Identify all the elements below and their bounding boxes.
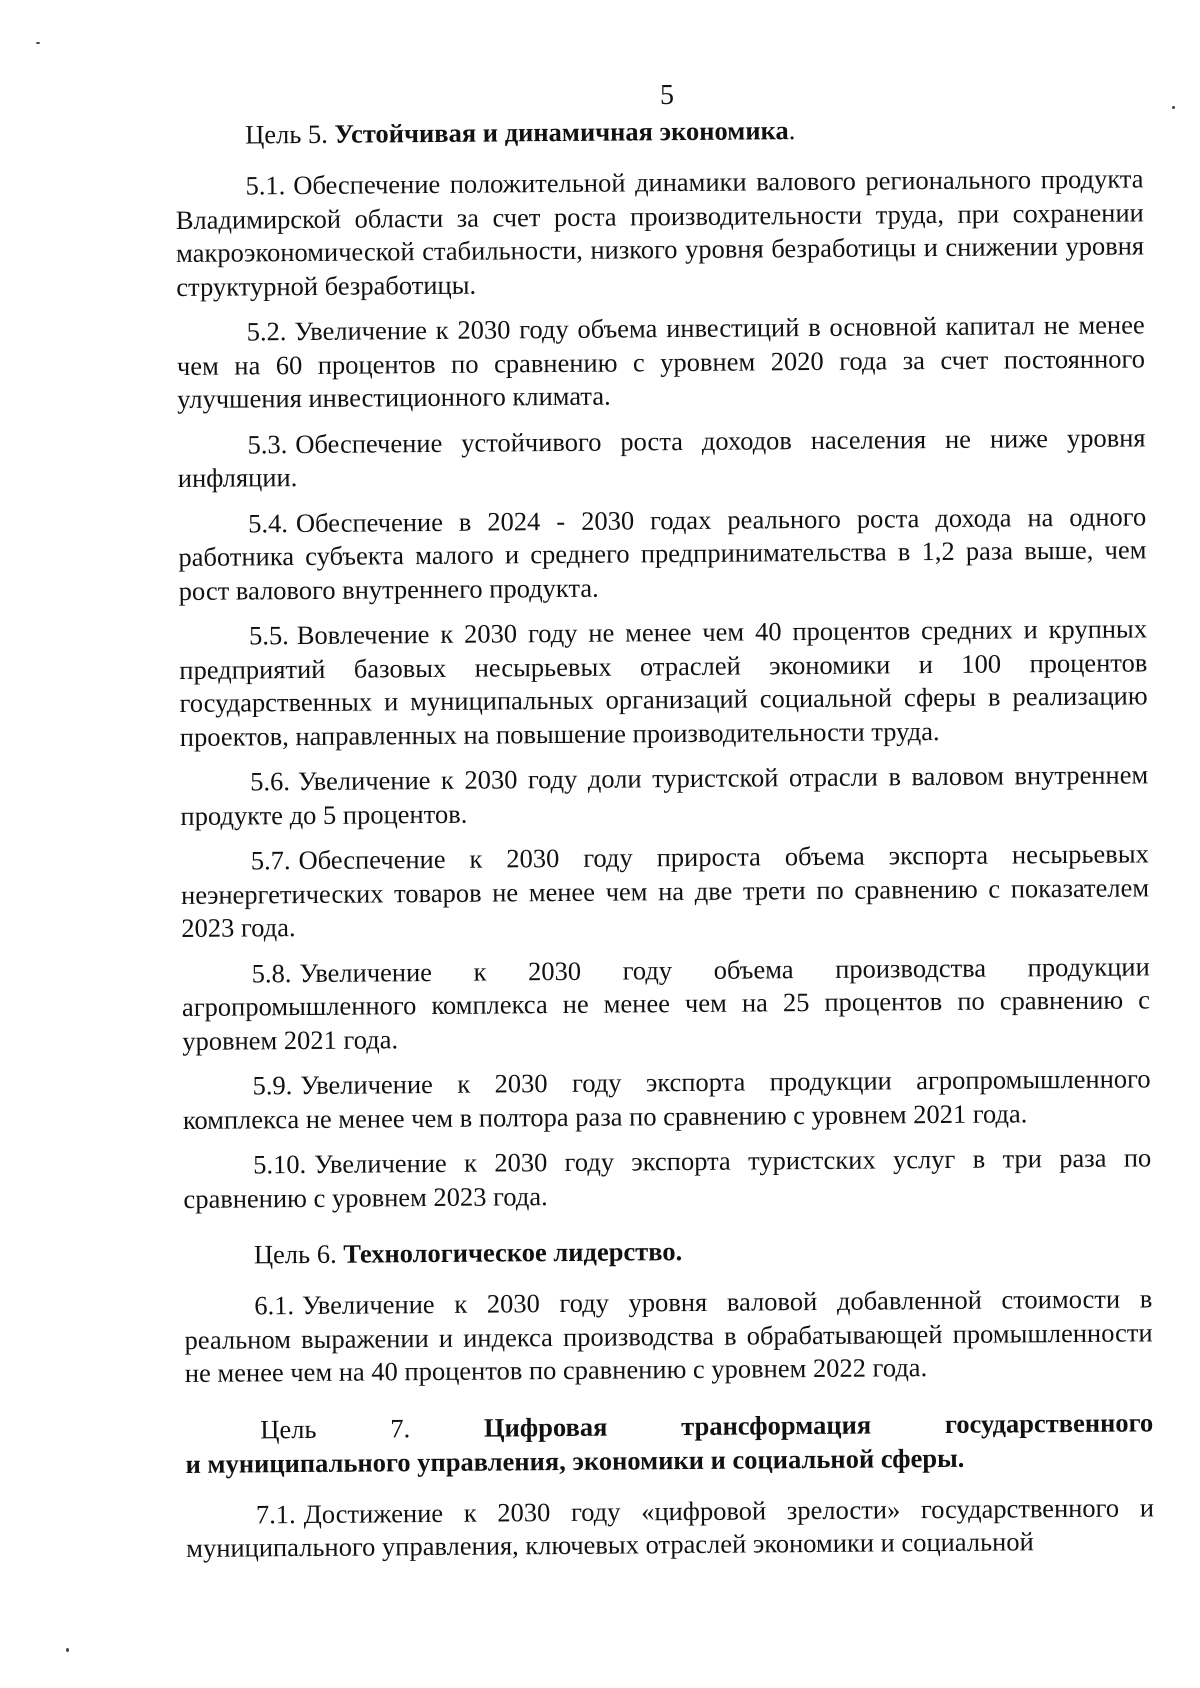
item-text: Увеличение к 2030 году уровня валовой добавленной стоимости в реальном выражении и индекса производства в обрабатывающей промышленности не менее чем на 40 процентов по сравнению с уровнем 2022 года. [184,1283,1153,1388]
item-text: Обеспечение к 2030 году прироста объема экспорта несырьевых неэнергетических товаров не менее чем на две трети по сравнению с показателем 2023 года. [180,838,1150,943]
goal-7-title-line-2: и муниципального управления, экономики и социальной сферы. [185,1442,965,1479]
goal-6-title: Технологическое лидерство. [343,1236,683,1269]
item-number: 5.9. [252,1070,293,1101]
item-number: 5.1. [245,170,286,201]
item-number: 6.1. [254,1290,295,1321]
goal-7-number: 7. [390,1412,411,1443]
scan-speck [1172,106,1175,109]
goal-7-heading-line-2 [185,1439,1153,1481]
goal-6-prefix: Цель 6. [253,1238,344,1270]
item-number: 5.5. [248,620,289,651]
item-text: Увеличение к 2030 году экспорта туристских услуг в три раза по сравнению с уровнем 2023 года. [183,1142,1152,1214]
item-5-7 [181,837,1150,945]
item-text: Вовлечение к 2030 году не менее чем 40 процентов средних и крупных предприятий базовых несырьевых отраслей экономики и 100 процентов государственных и муниципальных организаций социальной сферы в реализацию проектов, направленных на повышение производительности труда. [179,613,1148,752]
goal-5-title: Устойчивая и динамичная экономика [334,115,789,149]
item-7-1 [186,1491,1154,1566]
goal-7-heading [185,1405,1154,1481]
item-text: Увеличение к 2030 году доли туристской отрасли в валовом внутреннем продукте до 5 процентов. [180,759,1149,831]
item-text: Увеличение к 2030 году экспорта продукции агропромышленного комплекса не менее чем в полтора раза по сравнению с уровнем 2021 года. [182,1063,1151,1135]
item-number: 5.3. [247,428,288,459]
page-number: 5 [660,80,674,111]
item-5-1 [175,162,1144,304]
item-text: Обеспечение устойчивого роста доходов населения не ниже уровня инфляции. [177,421,1146,493]
goal-7-title-part-3: государственного [944,1406,1154,1439]
goal-6-heading [184,1230,1152,1272]
goal-5-suffix: . [788,115,796,146]
item-6-1 [184,1282,1153,1390]
item-5-5 [179,612,1148,754]
scan-speck [66,1648,69,1652]
item-5-4 [178,500,1147,608]
goal-7-word: Цель [260,1413,317,1444]
goal-7-title-part-2: трансформация [681,1409,872,1441]
item-number: 5.10. [253,1149,307,1180]
item-5-8 [182,950,1151,1058]
goal-5-prefix: Цель 5. [245,118,335,150]
item-text: Увеличение к 2030 году объема инвестиций в основной капитал не менее чем на 60 процентов по сравнению с уровнем 2020 года за счет постоянного улучшения инвестиционного климата. [176,309,1146,414]
item-text: Достижение к 2030 году «цифровой зрелости» государственного и муниципального управления, ключевых отраслей экономики и социальной [186,1491,1155,1563]
item-text: Обеспечение положительной динамики валового регионального продукта Владимирской области за счет роста производительности труда, при сохранении макроэкономической стабильности, низкого уровня безработицы и снижении уровня структурной безработицы. [175,163,1145,302]
item-number: 7.1. [255,1498,296,1529]
scan-speck [36,42,40,44]
item-5-3 [177,421,1145,496]
item-number: 5.8. [251,957,292,988]
item-5-2 [177,308,1146,416]
item-number: 5.4. [248,507,289,538]
item-number: 5.7. [250,845,291,876]
item-text: Обеспечение в 2024 - 2030 годах реального роста дохода на одного работника субъекта малого и среднего предпринимательства в 1,2 раза выше, чем рост валового внутреннего продукта. [178,500,1147,606]
item-5-9 [182,1062,1150,1137]
item-number: 5.6. [250,766,291,797]
item-5-10 [183,1141,1151,1216]
item-number: 5.2. [246,316,287,347]
goal-5-heading [175,110,1143,152]
document-body [175,110,1154,1577]
goal-7-title-part-1: Цифровая [483,1411,608,1443]
item-text: Увеличение к 2030 году объема производства продукции агропромышленного комплекса не менее чем на 25 процентов по сравнению с уровнем 2021 года. [181,950,1151,1056]
item-5-6 [180,758,1148,833]
